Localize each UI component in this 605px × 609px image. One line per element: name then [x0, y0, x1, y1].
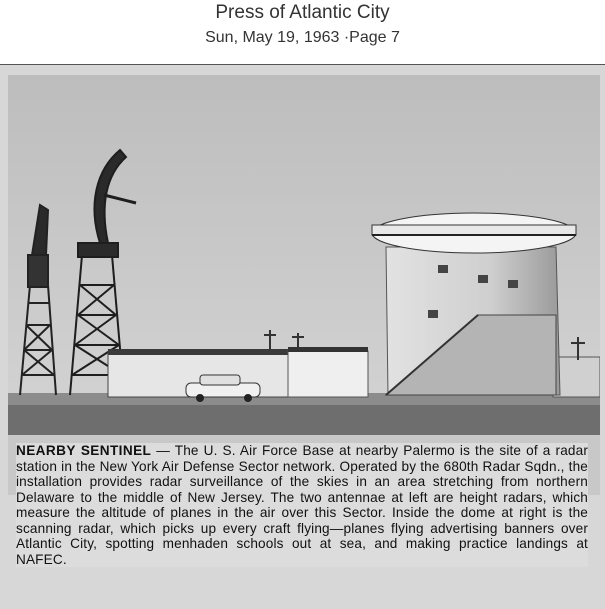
- radar-station-photo: [8, 75, 600, 495]
- caption-body: — The U. S. Air Force Base at nearby Palermo is the site of a radar station in the New York Air Defense Sector network. Operated by the 680th Radar Sqdn., the installation provides radar surveillance of the skies in an area stretching from northern Delaware to the middle of New Jersey. The two antennae at left are height radars, which measure the altitude of planes in the air over this Sector. Inside the dome at right is the scanning radar, which picks up every craft flying—planes flying advertising banners over Atlantic City, spotting menhaden schools out at sea, and making practice landings at NAFEC.: [16, 443, 588, 567]
- newspaper-clipping: [0, 65, 605, 609]
- caption-headline: NEARBY SENTINEL: [16, 443, 152, 458]
- publication-title: Press of Atlantic City: [215, 2, 390, 23]
- photo-illustration: [8, 75, 600, 435]
- publication-date: Sun, May 19, 1963 ·Page 7: [205, 29, 400, 46]
- radar-dome-building: [372, 213, 576, 395]
- clipping-header: [0, 0, 605, 64]
- photo-caption: [16, 443, 588, 567]
